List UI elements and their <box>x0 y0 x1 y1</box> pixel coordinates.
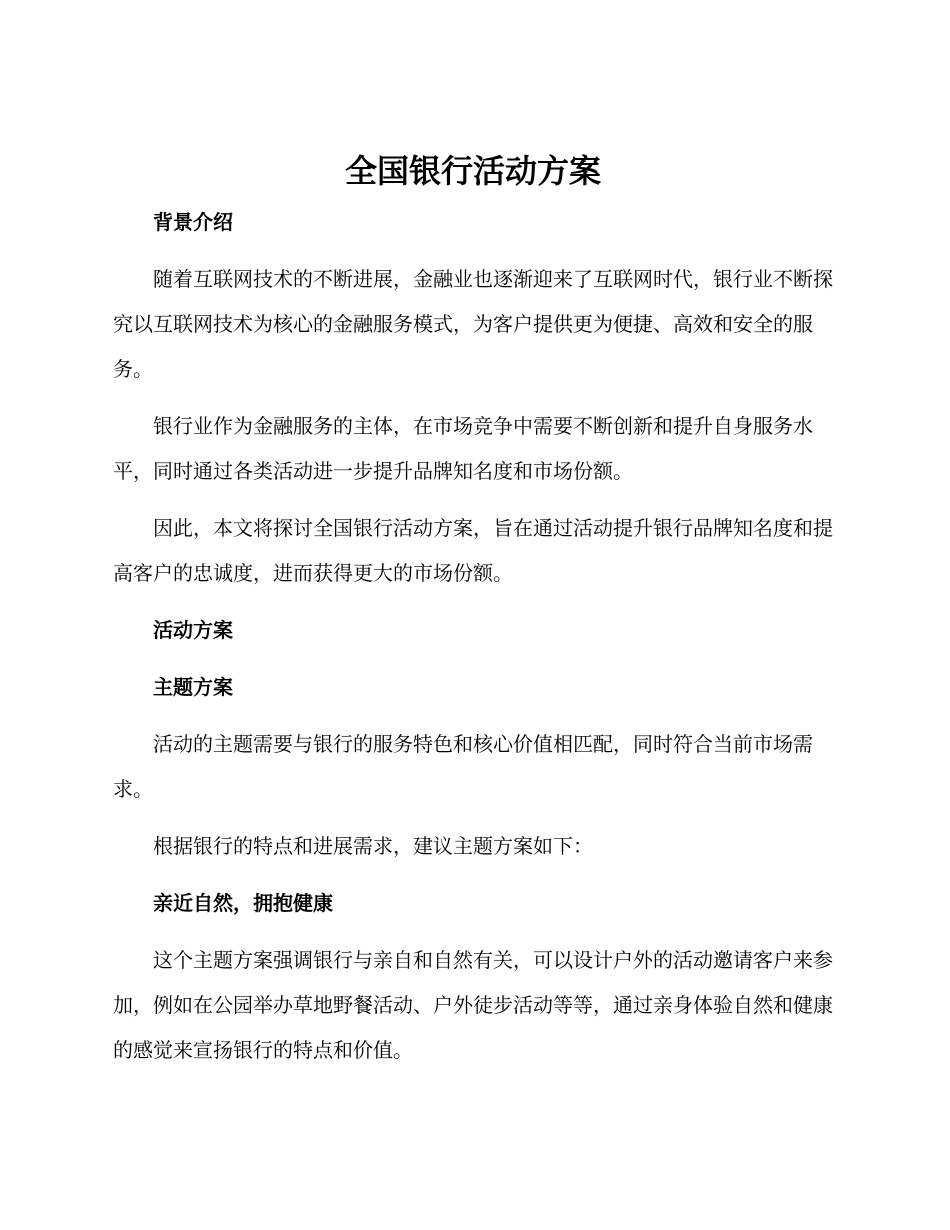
section-heading-theme-plan: 主题方案 <box>153 675 233 699</box>
paragraph-theme-2: 根据银行的特点和进展需求，建议主题方案如下： <box>153 834 593 858</box>
paragraph-nature-health: 这个主题方案强调银行与亲自和自然有关，可以设计户外的活动邀请客户来参加，例如在公园举办草地野餐活动、户外徒步活动等等，通过亲身体验自然和健康的感觉来宣扬银行的特点和价值。 <box>113 948 833 1062</box>
section-heading-background: 背景介绍 <box>153 210 233 234</box>
section-heading-activity-plan: 活动方案 <box>153 618 233 642</box>
paragraph-background-3: 因此，本文将探讨全国银行活动方案，旨在通过活动提升银行品牌知名度和提高客户的忠诚度，进而获得更大的市场份额。 <box>113 516 833 585</box>
document-body <box>113 148 833 1073</box>
paragraph-background-1: 随着互联网技术的不断进展，金融业也逐渐迎来了互联网时代，银行业不断探究以互联网技术为核心的金融服务模式，为客户提供更为便捷、高效和安全的服务。 <box>113 267 833 381</box>
paragraph-theme-1: 活动的主题需要与银行的服务特色和核心价值相匹配，同时符合当前市场需求。 <box>113 732 813 801</box>
page-title: 全国银行活动方案 <box>344 152 601 190</box>
section-heading-nature-health: 亲近自然，拥抱健康 <box>153 891 333 915</box>
paragraph-background-2: 银行业作为金融服务的主体，在市场竞争中需要不断创新和提升自身服务水平，同时通过各类活动进一步提升品牌知名度和市场份额。 <box>113 414 813 483</box>
